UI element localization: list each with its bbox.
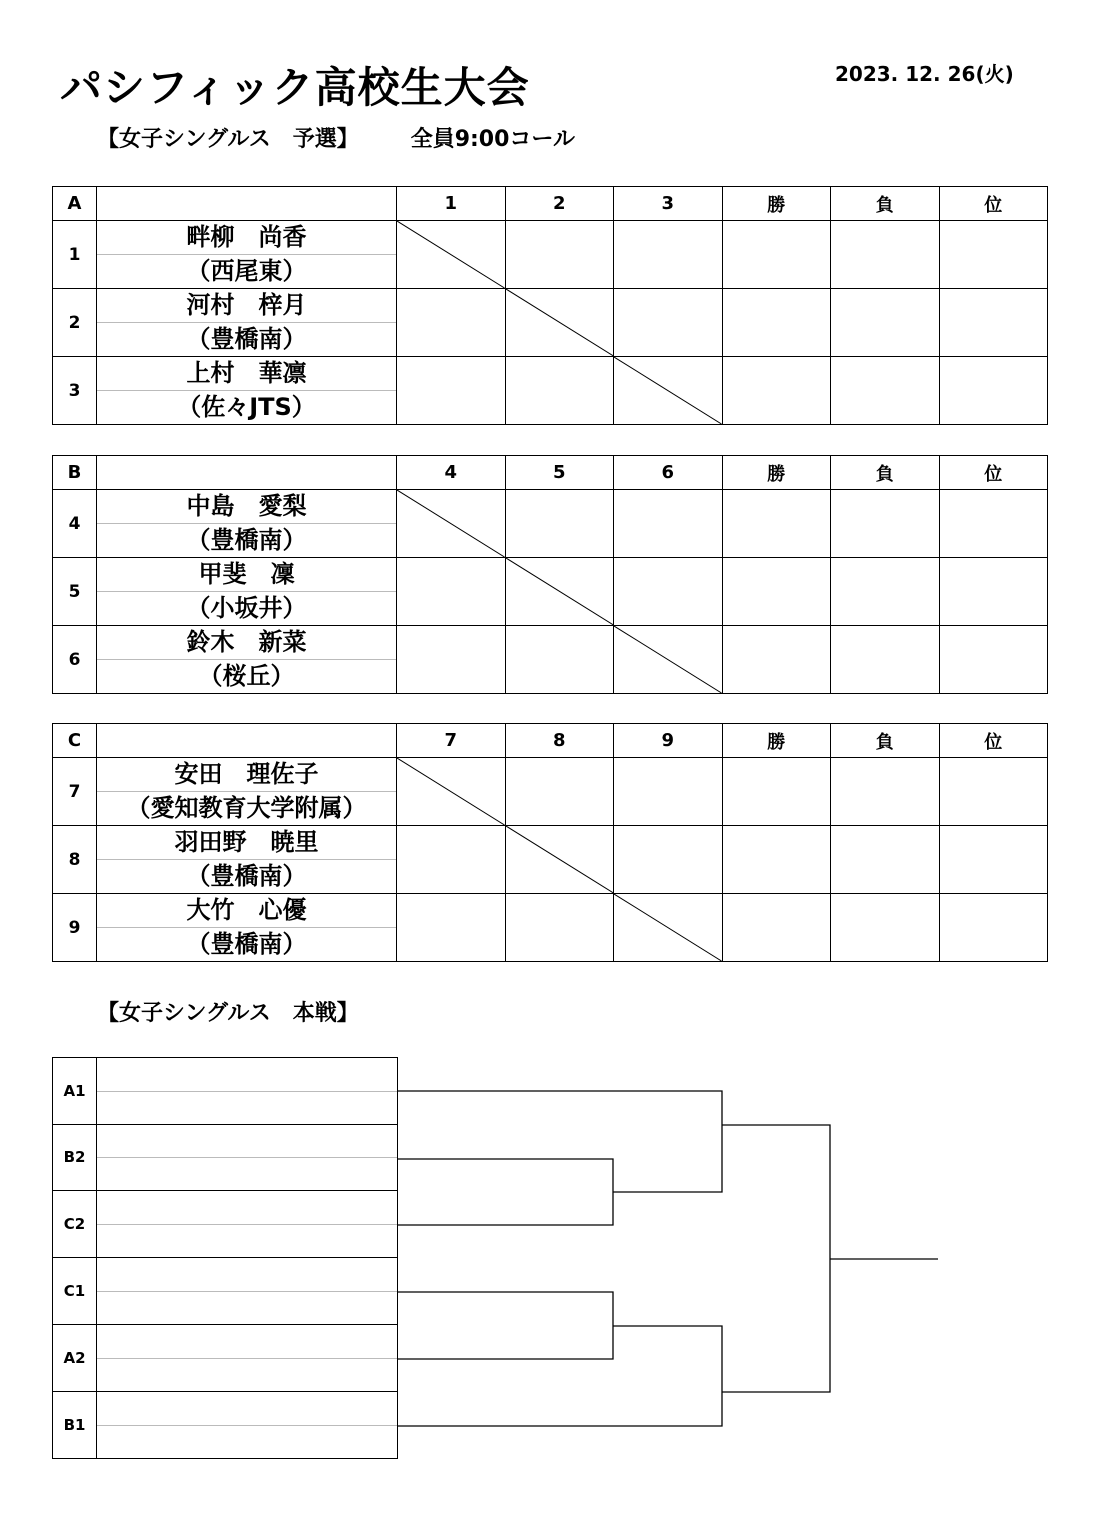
group-label: A (53, 187, 97, 221)
player-school: （佐々JTS） (177, 393, 316, 421)
player-name: 甲斐 凜 (97, 558, 396, 592)
col-match-3: 3 (614, 187, 723, 221)
group-label: B (53, 456, 97, 490)
player-number: 3 (53, 357, 97, 425)
player-number: 7 (53, 758, 97, 826)
player-school: （豊橋南） (186, 930, 307, 958)
player-number: 6 (53, 626, 97, 694)
main-draw-title: 【女子シングルス 本戦】 (97, 1001, 359, 1026)
group-label: C (53, 724, 97, 758)
player-school: （豊橋南） (186, 325, 307, 353)
bracket-line-a1 (397, 1091, 722, 1192)
seed-label: A2 (53, 1325, 97, 1391)
player-school: （桜丘） (198, 662, 295, 690)
player-school: （小坂井） (186, 594, 307, 622)
bracket-line-b1 (397, 1326, 722, 1426)
col-match-4: 4 (397, 456, 506, 490)
seed-label: C1 (53, 1258, 97, 1324)
col-match-5: 5 (505, 456, 614, 490)
col-rank: 位 (939, 456, 1048, 490)
col-match-7: 7 (397, 724, 506, 758)
bracket-line-c1-a2 (397, 1292, 613, 1359)
col-losses: 負 (831, 187, 940, 221)
col-match-9: 9 (614, 724, 723, 758)
player-name: 中島 愛梨 (97, 490, 396, 524)
player-name: 上村 華凛 (97, 357, 396, 391)
col-wins: 勝 (722, 724, 831, 758)
player-name: 畔柳 尚香 (97, 221, 396, 255)
player-name: 羽田野 暁里 (97, 826, 396, 860)
col-rank: 位 (939, 187, 1048, 221)
player-name: 河村 梓月 (97, 289, 396, 323)
col-match-1: 1 (397, 187, 506, 221)
player-number: 1 (53, 221, 97, 289)
player-number: 9 (53, 894, 97, 962)
player-school: （豊橋南） (186, 862, 307, 890)
bracket-line-semi-top (722, 1125, 830, 1392)
player-number: 2 (53, 289, 97, 357)
player-school: （豊橋南） (186, 526, 307, 554)
player-name: 鈴木 新菜 (97, 626, 396, 660)
player-number: 5 (53, 558, 97, 626)
player-number: 4 (53, 490, 97, 558)
col-wins: 勝 (722, 187, 831, 221)
col-rank: 位 (939, 724, 1048, 758)
qualifier-title: 【女子シングルス 予選】 (97, 127, 359, 152)
player-number: 8 (53, 826, 97, 894)
page-title: パシフィック高校生大会 (60, 63, 530, 112)
seed-label: A1 (53, 1058, 97, 1124)
call-time: 全員9:00コール (410, 127, 575, 152)
player-name: 大竹 心優 (97, 894, 396, 928)
col-losses: 負 (831, 456, 940, 490)
bracket-line-b2-c2 (397, 1159, 613, 1225)
seed-label: B2 (53, 1124, 97, 1190)
player-school: （西尾東） (186, 257, 307, 285)
player-name: 安田 理佐子 (97, 758, 396, 792)
col-match-6: 6 (614, 456, 723, 490)
seed-label: C2 (53, 1191, 97, 1257)
col-wins: 勝 (722, 456, 831, 490)
col-match-8: 8 (505, 724, 614, 758)
event-date: 2023. 12. 26(火) (835, 62, 1014, 86)
col-losses: 負 (831, 724, 940, 758)
player-school: （愛知教育大学附属） (126, 794, 367, 822)
seed-label: B1 (53, 1392, 97, 1458)
col-match-2: 2 (505, 187, 614, 221)
